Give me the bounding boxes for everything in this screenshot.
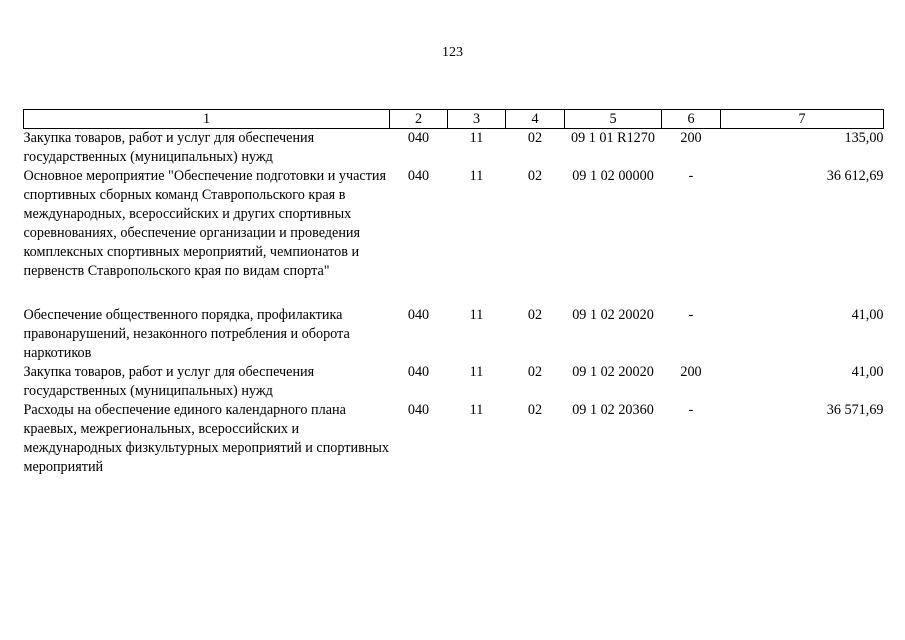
column-header-4: 4	[506, 110, 565, 129]
table-row	[24, 401, 884, 477]
column-header-2: 2	[390, 110, 448, 129]
cell-target-article: 09 1 02 20360	[572, 402, 654, 418]
cell-ministry-code: 040	[407, 130, 430, 146]
column-header-6: 6	[662, 110, 721, 129]
cell-section: 11	[469, 307, 484, 323]
cell-amount: 135,00	[844, 130, 884, 146]
spacer-row	[24, 281, 884, 306]
cell-amount: 36 571,69	[826, 402, 884, 418]
cell-expense-type: 200	[680, 364, 702, 380]
row-name: Расходы на обеспечение единого календарного плана краевых, межрегиональных, всероссийских и международных физкультурных мероприятий и спортивных мероприятий	[23, 402, 390, 475]
cell-section: 11	[469, 130, 484, 146]
page-number: 123	[442, 45, 463, 60]
cell-target-article: 09 1 02 20020	[572, 307, 654, 323]
cell-subsection: 02	[527, 402, 543, 418]
header-row	[24, 110, 884, 129]
column-header-1: 1	[24, 110, 390, 129]
cell-target-article: 09 1 01 R1270	[571, 130, 655, 146]
cell-section: 11	[469, 364, 484, 380]
cell-ministry-code: 040	[407, 307, 430, 323]
column-header-3: 3	[448, 110, 506, 129]
cell-section: 11	[469, 168, 484, 184]
budget-table	[23, 109, 884, 477]
cell-subsection: 02	[527, 168, 543, 184]
cell-target-article: 09 1 02 20020	[572, 364, 654, 380]
cell-expense-type: -	[688, 168, 694, 184]
spacer-cell	[24, 281, 884, 306]
cell-subsection: 02	[527, 364, 543, 380]
cell-amount: 41,00	[851, 364, 884, 380]
cell-expense-type: -	[688, 307, 694, 323]
table-row	[24, 129, 884, 168]
cell-ministry-code: 040	[407, 168, 430, 184]
table-row	[24, 167, 884, 281]
column-header-5: 5	[565, 110, 662, 129]
row-name: Закупка товаров, работ и услуг для обеспечения государственных (муниципальных) нужд	[23, 364, 315, 399]
cell-subsection: 02	[527, 130, 543, 146]
cell-amount: 41,00	[851, 307, 884, 323]
cell-ministry-code: 040	[407, 364, 430, 380]
cell-amount: 36 612,69	[826, 168, 884, 184]
row-name: Обеспечение общественного порядка, профилактика правонарушений, незаконного потребления и оборота наркотиков	[23, 307, 350, 361]
cell-subsection: 02	[527, 307, 543, 323]
row-name: Основное мероприятие "Обеспечение подготовки и участия спортивных сборных команд Ставропольского края в международных, всероссийских и других спортивных соревнованиях, обеспечение организации и проведения комплексных спортивных мероприятий, чемпионатов и первенств Ставропольского края по видам спорта"	[23, 168, 387, 279]
row-name: Закупка товаров, работ и услуг для обеспечения государственных (муниципальных) нужд	[23, 130, 315, 165]
cell-expense-type: 200	[680, 130, 702, 146]
cell-section: 11	[469, 402, 484, 418]
table-row	[24, 306, 884, 363]
cell-expense-type: -	[688, 402, 694, 418]
column-header-7: 7	[721, 110, 884, 129]
table-row	[24, 363, 884, 401]
cell-target-article: 09 1 02 00000	[572, 168, 654, 184]
cell-ministry-code: 040	[407, 402, 430, 418]
